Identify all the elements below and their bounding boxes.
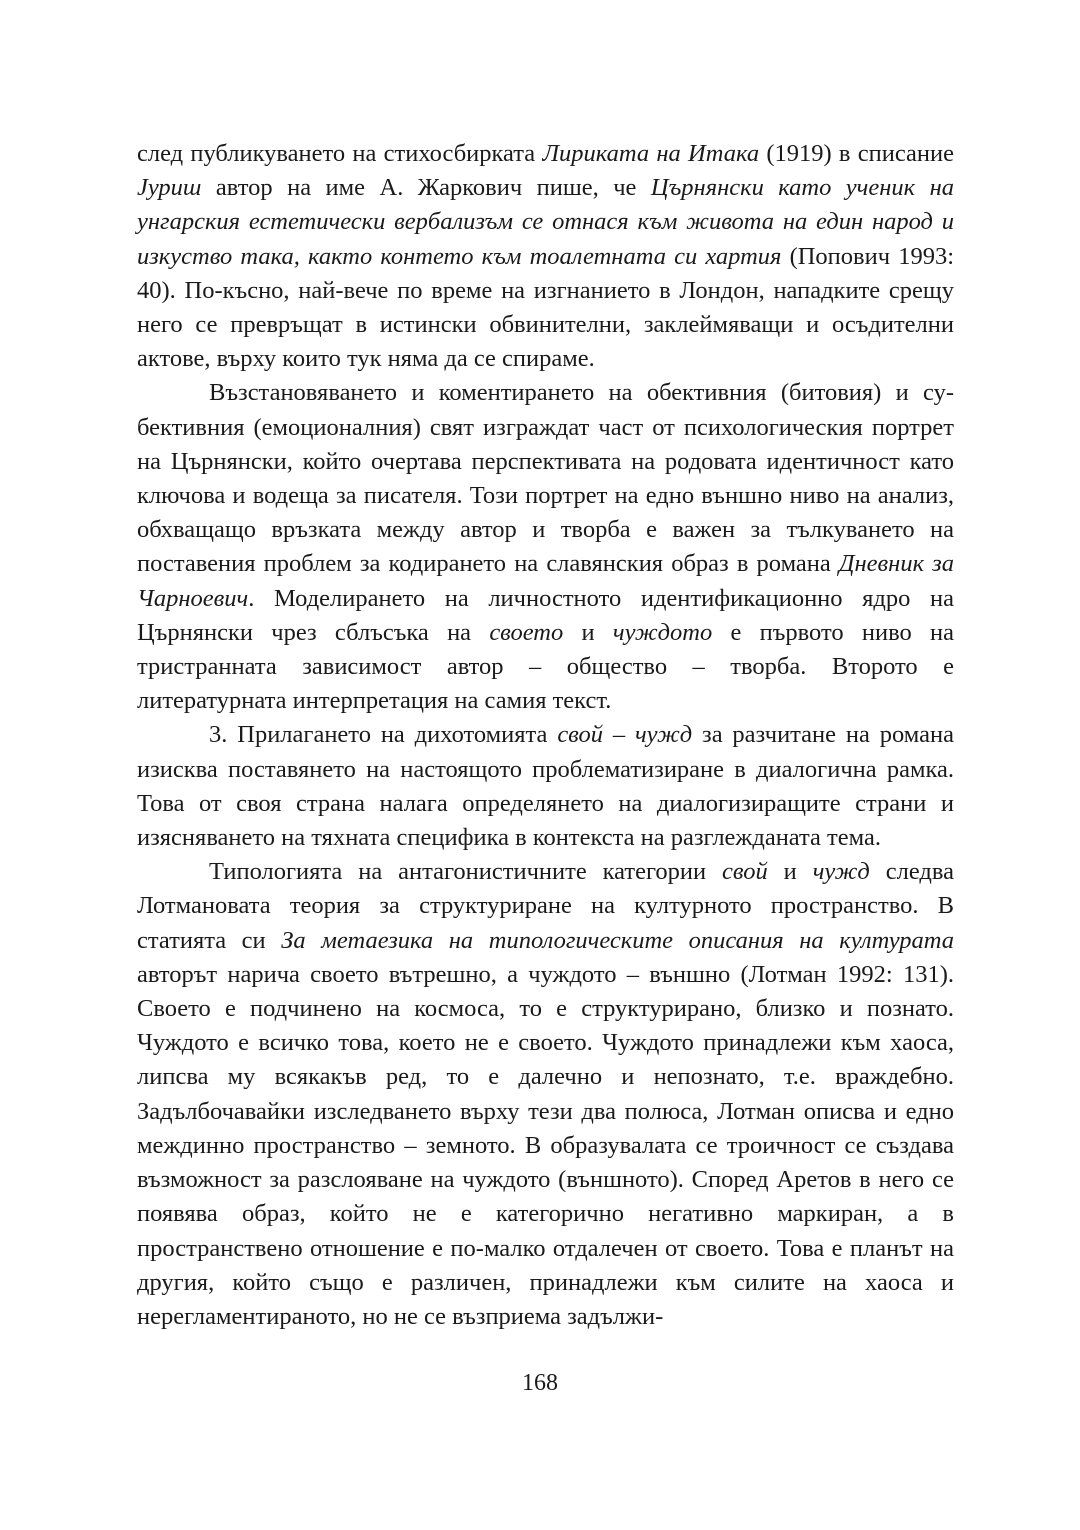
text-run: . Моделирането на личностното идентификационно ядро на Църнянски чрез сблъсъка на xyxy=(137,584,954,646)
italic-run: чужд xyxy=(812,858,870,886)
text-run: (1919) в списание xyxy=(759,140,954,167)
text-run: 3. Прилагането на дихотомията xyxy=(209,721,558,749)
italic-run: Дневник за Чарноевич xyxy=(137,550,954,612)
text-run: (Попович 1993: 40). По-късно, най-вече по време на изгнанието в Лондон, нападките срещу него се превръщат в истински обвинителни, заклеймяващи и осъдителни актове, върху които тук няма да се спираме. xyxy=(137,242,954,373)
paragraph xyxy=(137,137,954,376)
text-run: и xyxy=(767,858,813,886)
italic-run: Лириката на Итака xyxy=(542,140,760,167)
page-number: 168 xyxy=(522,1370,558,1396)
text-run: Възстановяването и коментирането на обективния (битовия) и субективния (емоционалния) свят изграждат част от психологическия портрет на Църнянски, който очертава перспективата на родовата идентичност като ключова и водеща за писателя. Този портрет на едно външно ниво на анализ, обхващащо връзката между автор и творба е важен за тълкуването на поставения проблем за кодирането на славянския образ в романа xyxy=(137,379,954,578)
text-run: за разчитане на романа изисква поставянето на настоящото проблематизиране в диалогична рамка. Това от своя страна налага определянето на диалогизиращите страни и изясняването на тяхната специфика в контекста на разглежданата тема. xyxy=(137,721,955,852)
text-run: и xyxy=(563,618,613,646)
text-run: е първото ниво на тристранната зависимост автор – общество – творба. Второто е литературната интерпретация на самия текст. xyxy=(137,618,954,715)
text-run: следва Лотмановата теория за структуриране на културното пространство. В статията си xyxy=(137,858,954,954)
page-body xyxy=(137,137,954,1334)
italic-run: За метаезика на типологическите описания на културата xyxy=(281,926,954,954)
text-run: след публикуването на стихосбирката xyxy=(137,140,543,167)
text-run: Типологията на антагонистичните категории xyxy=(209,858,723,886)
italic-run: свой xyxy=(722,858,768,886)
text-run: авторът нарича своето вътрешно, а чуждото – външно (Лотман 1992: 131). Своето е подчинено на космоса, то е структурирано, близко и познато. Чуждото е всичко това, което не е своето. Чуждото принадлежи към хаоса, липсва му всякакъв ред, то е далечно и непознато, т.е. враждебно. Задълбочавайки изследването върху тези два полюса, Лотман описва и едно междинно пространство – земното. В образувалата се троичност се създава възможност за разслояване на чуждото (външното). Според Аретов в него се появява образ, който не е категорично негативно маркиран, а в пространствено отношение е по-малко отдалечен от своето. Това е планът на другия, който също е различен, принадлежи към силите на хаоса и нерегламентираното, но не се възприема задължи- xyxy=(137,960,954,1330)
italic-run: своето xyxy=(489,618,564,646)
paragraph xyxy=(137,855,954,1334)
italic-run: чуждото xyxy=(612,618,713,646)
italic-run: Църнянски като ученик на унгарския естетически вербализъм се отнася към живота на един народ и изкуство така, както контето към тоалетната си хартия xyxy=(137,174,954,270)
italic-run: Јуриш xyxy=(137,174,202,202)
paragraph xyxy=(137,718,954,855)
text-run: автор на име А. Жаркович пише, че xyxy=(201,174,651,202)
paragraph xyxy=(137,376,954,718)
italic-run: свой – чужд xyxy=(557,721,693,749)
